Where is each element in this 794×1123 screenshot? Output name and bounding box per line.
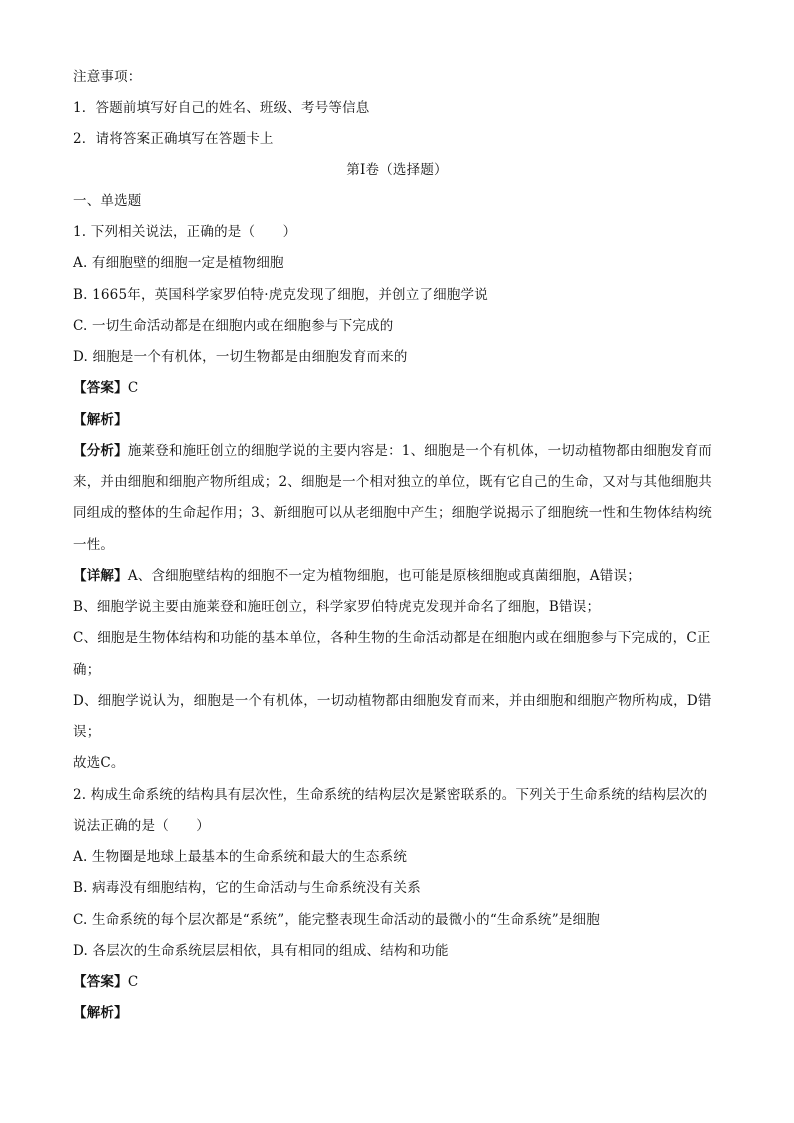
q1-fenxi-line-2: 来，并由细胞和细胞产物所组成；2、细胞是一个相对独立的单位，既有它自己的生命，又对与其他细胞共 — [73, 474, 712, 490]
q1-xiangjie-line-5: D、细胞学说认为，细胞是一个有机体，一切动植物都由细胞发育而来，并由细胞和细胞产物所构成，D错 — [73, 693, 712, 709]
fenxi-text: 施莱登和施旺创立的细胞学说的主要内容是：1、细胞是一个有机体，一切动植物都由细胞发育而 — [127, 443, 713, 459]
q2-analysis-label: 【解析】 — [73, 1005, 128, 1021]
answer-value: C — [127, 974, 139, 990]
q1-answer — [73, 378, 723, 398]
answer-value: C — [127, 380, 139, 396]
q1-fenxi-line-1 — [73, 441, 723, 461]
q1-fenxi-line-4: 一性。 — [73, 537, 115, 553]
xiangjie-text: A、含细胞壁结构的细胞不一定为植物细胞，也可能是原核细胞或真菌细胞，A错误； — [127, 568, 641, 584]
notice-item-1: 1．答题前填写好自己的姓名、班级、考号等信息 — [73, 100, 370, 116]
q1-option-a: A. 有细胞壁的细胞一定是植物细胞 — [73, 255, 284, 271]
q1-analysis-label: 【解析】 — [73, 412, 128, 428]
q2-option-b: B. 病毒没有细胞结构，它的生命活动与生命系统没有关系 — [73, 880, 421, 896]
notice-heading: 注意事项： — [73, 69, 142, 85]
q2-option-c: C. 生命系统的每个层次都是“系统”，能完整表现生命活动的最微小的“生命系统”是细胞 — [73, 912, 600, 928]
q1-conclusion: 故选C。 — [73, 755, 125, 771]
q2-option-a: A. 生物圈是地球上最基本的生命系统和最大的生态系统 — [73, 849, 408, 865]
q1-stem: 1. 下列相关说法，正确的是（ ） — [73, 224, 297, 240]
q1-xiangjie-line-2: B、细胞学说主要由施莱登和施旺创立，科学家罗伯特虎克发现并命名了细胞，B错误； — [73, 599, 601, 615]
answer-label: 【答案】 — [73, 974, 128, 990]
q1-xiangjie-line-6: 误； — [73, 724, 101, 740]
q1-fenxi-line-3: 同组成的整体的生命起作用；3、新细胞可以从老细胞中产生；细胞学说揭示了细胞统一性和生物体结构统 — [73, 505, 712, 521]
answer-label: 【答案】 — [73, 380, 128, 396]
q1-option-d: D. 细胞是一个有机体，一切生物都是由细胞发育而来的 — [73, 349, 408, 365]
q2-option-d: D. 各层次的生命系统层层相依，具有相同的组成、结构和功能 — [73, 943, 449, 959]
volume-title: 第I卷（选择题） — [346, 162, 448, 178]
q2-stem-line-2: 说法正确的是（ ） — [73, 818, 210, 834]
q1-option-c: C. 一切生命活动都是在细胞内或在细胞参与下完成的 — [73, 318, 394, 334]
q2-stem-line-1: 2. 构成生命系统的结构具有层次性，生命系统的结构层次是紧密联系的。下列关于生命系统的结构层次的 — [73, 787, 708, 803]
notice-item-2: 2．请将答案正确填写在答题卡上 — [73, 131, 274, 147]
fenxi-label: 【分析】 — [73, 443, 128, 459]
q1-xiangjie-line-3: C、细胞是生物体结构和功能的基本单位，各种生物的生命活动都是在细胞内或在细胞参与下完成的，C正 — [73, 630, 711, 646]
q1-option-b: B. 1665年，英国科学家罗伯特·虎克发现了细胞，并创立了细胞学说 — [73, 287, 488, 303]
q2-answer — [73, 972, 723, 992]
xiangjie-label: 【详解】 — [73, 568, 128, 584]
q1-xiangjie-line-1 — [73, 566, 723, 586]
section-title: 一、单选题 — [73, 193, 142, 209]
q1-xiangjie-line-4: 确； — [73, 662, 101, 678]
